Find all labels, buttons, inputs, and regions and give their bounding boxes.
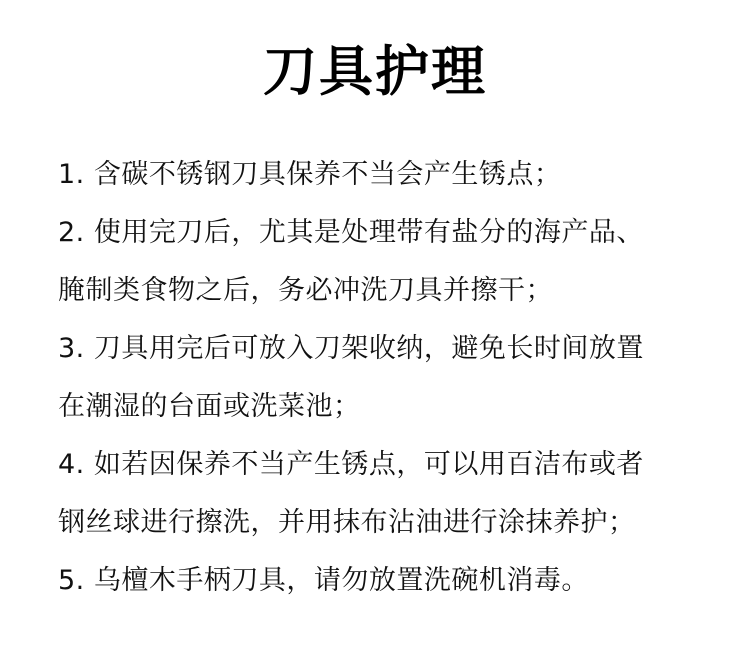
- instruction-line-5: 5. 乌檀木手柄刀具，请勿放置洗碗机消毒。: [58, 565, 589, 596]
- instruction-line-3: 3. 刀具用完后可放入刀架收纳，避免长时间放置: [58, 333, 644, 364]
- instruction-line-1: 1. 含碳不锈钢刀具保养不当会产生锈点；: [58, 159, 562, 190]
- instruction-line-2-continued: 腌制类食物之后，务必冲洗刀具并擦干；: [58, 275, 553, 306]
- instruction-line-2: 2. 使用完刀后，尤其是处理带有盐分的海产品、: [58, 217, 644, 248]
- page-title: 刀具护理: [263, 40, 487, 103]
- instruction-line-4-continued: 钢丝球进行擦洗，并用抹布沾油进行涂抹养护；: [58, 507, 636, 538]
- instruction-line-4: 4. 如若因保养不当产生锈点，可以用百洁布或者: [58, 449, 644, 480]
- instruction-line-3-continued: 在潮湿的台面或洗菜池；: [58, 391, 361, 422]
- care-instructions-list: [58, 146, 698, 610]
